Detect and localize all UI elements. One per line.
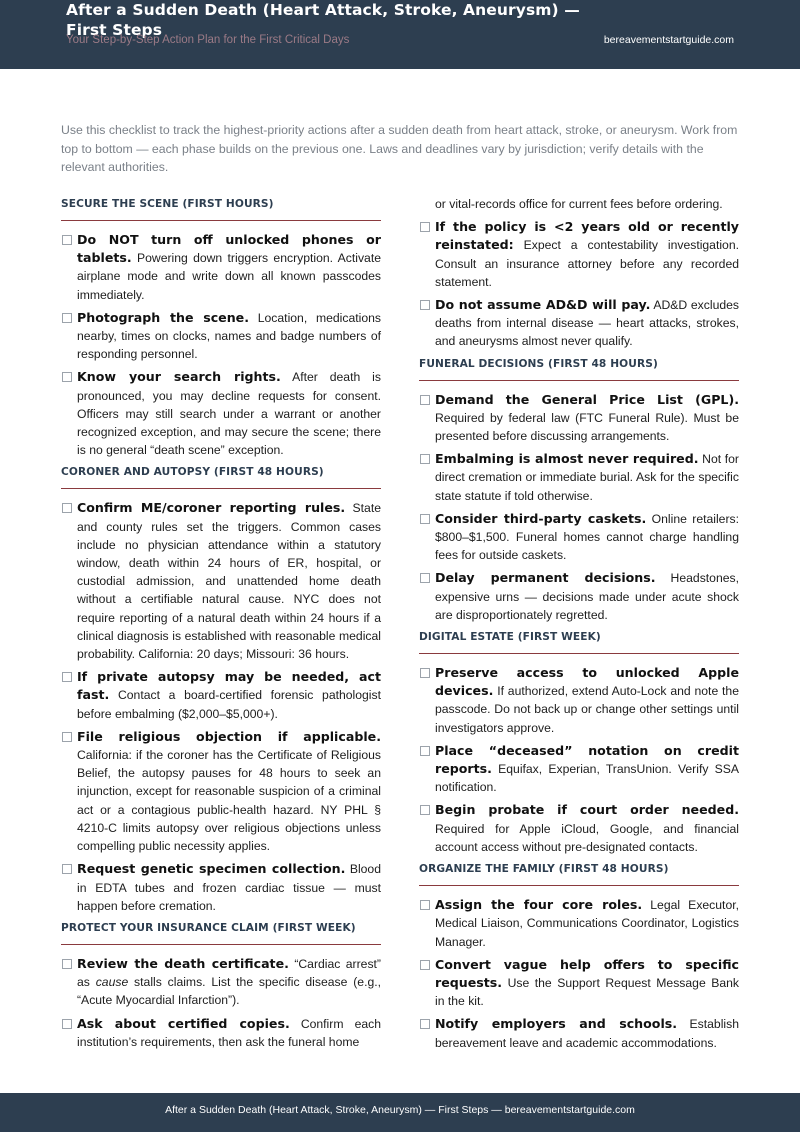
section-secure-scene bbox=[61, 196, 381, 459]
page-footer: After a Sudden Death (Heart Attack, Stroke, Aneurysm) — First Steps — bereavementstartguide.com bbox=[0, 1093, 800, 1132]
checklist-item bbox=[419, 896, 739, 951]
item-lead: Place “deceased” notation on credit reports. bbox=[435, 742, 739, 777]
checkbox[interactable] bbox=[420, 300, 430, 310]
checkbox[interactable] bbox=[420, 573, 430, 583]
intro-paragraph: Use this checklist to track the highest-priority actions after a sudden death from heart attack, stroke, or aneurysm. Work from top to bottom — each phase builds on the previous one. Laws and deadlines vary by jurisdiction; verify details with the relevant authorities. bbox=[61, 123, 738, 175]
item-lead: If the policy is <2 years old or recently reinstated: bbox=[435, 219, 739, 253]
checklist-item bbox=[419, 218, 739, 291]
checklist-item bbox=[419, 1015, 739, 1051]
item-text: Powering down triggers encryption. Activate airplane mode and write down all known passcodes immediately. bbox=[77, 251, 381, 302]
section-insurance bbox=[61, 920, 381, 1051]
checkbox[interactable] bbox=[420, 960, 430, 970]
checklist-item bbox=[61, 860, 381, 915]
item-text: “Cardiac arrest” as bbox=[77, 956, 381, 990]
item-text: If authorized, extend Auto-Lock and note the passcode. Do not back up or change other settings until investigators approve. bbox=[435, 684, 739, 735]
checkbox[interactable] bbox=[62, 235, 72, 245]
checklist-item bbox=[419, 742, 739, 797]
checklist-item bbox=[419, 450, 739, 505]
checkbox[interactable] bbox=[62, 503, 72, 513]
checklist-item bbox=[61, 499, 381, 663]
item-lead: Convert vague help offers to specific requests. bbox=[435, 956, 739, 990]
right-column bbox=[419, 195, 739, 1057]
section-heading: SECURE THE SCENE (FIRST HOURS) bbox=[61, 196, 381, 221]
checklist-item bbox=[419, 510, 739, 565]
checklist-item bbox=[419, 664, 739, 737]
item-emphasis: cause bbox=[95, 975, 129, 990]
section-heading: DIGITAL ESTATE (FIRST WEEK) bbox=[419, 629, 739, 654]
checklist-item bbox=[61, 368, 381, 459]
item-text: State and county rules set the triggers. Common cases include no physician attendance within a statutory window, death within 24 hours of ER, hospital, or custodial admission, and unattended home death without a certifiable natural cause. NYC does not require reporting of a natural death within 24 hours if a clinical diagnosis is established with reasonable medical probability. California: 20 days; Missouri: 36 hours. bbox=[77, 501, 381, 662]
item-lead: Know your search rights. bbox=[77, 369, 281, 385]
item-lead: Confirm ME/coroner reporting rules. bbox=[77, 500, 346, 516]
checkbox[interactable] bbox=[420, 514, 430, 524]
checkbox[interactable] bbox=[420, 395, 430, 405]
item-lead: Notify employers and schools. bbox=[435, 1016, 678, 1032]
section-digital-estate bbox=[419, 629, 739, 856]
checklist-item bbox=[419, 569, 739, 624]
item-lead: Demand the General Price List (GPL). bbox=[435, 391, 739, 407]
item-lead: Review the death certificate. bbox=[77, 955, 289, 971]
site-url: bereavementstartguide.com bbox=[603, 34, 734, 46]
page-subtitle: Your Step-by-Step Action Plan for the First Critical Days bbox=[66, 34, 350, 46]
checklist-item bbox=[61, 955, 381, 1010]
item-text: Not for direct cremation or immediate burial. Ask for the specific state statute if told otherwise. bbox=[435, 452, 739, 503]
item-lead: Preserve access to unlocked Apple devices. bbox=[435, 665, 739, 699]
item-lead: Do NOT turn off unlocked phones or tablets. bbox=[77, 232, 381, 266]
item-lead: Embalming is almost never required. bbox=[435, 451, 699, 467]
item-text: Online retailers: $800–$1,500. Funeral homes cannot charge handling fees for outside caskets. bbox=[435, 511, 739, 563]
section-organize-family bbox=[419, 861, 739, 1052]
checkbox[interactable] bbox=[62, 372, 72, 382]
checkbox[interactable] bbox=[420, 746, 430, 756]
item-lead: Request genetic specimen collection. bbox=[77, 861, 346, 877]
page-title: After a Sudden Death (Heart Attack, Stroke, Aneurysm) — First Steps bbox=[66, 1, 580, 39]
checklist-item bbox=[61, 231, 381, 304]
item-text: Contact a board-certified forensic pathologist before embalming ($2,000–$5,000+). bbox=[77, 688, 381, 721]
checkbox[interactable] bbox=[62, 1019, 72, 1029]
checkbox[interactable] bbox=[420, 668, 430, 678]
checklist-item bbox=[419, 801, 739, 856]
checklist-item bbox=[61, 1015, 381, 1051]
item-text: AD&D excludes deaths from internal disease — heart attacks, strokes, and aneurysms almost never qualify. bbox=[435, 298, 739, 349]
section-coroner-autopsy bbox=[61, 464, 381, 914]
left-column bbox=[61, 196, 381, 1056]
item-text: Location, medications nearby, times on clocks, names and badge numbers of responding personnel. bbox=[77, 310, 381, 362]
checklist-item bbox=[61, 728, 381, 855]
item-text: Legal Executor, Medical Liaison, Communications Coordinator, Logistics Manager. bbox=[435, 898, 739, 949]
item-text: California: if the coroner has the Certificate of Religious Belief, the autopsy pauses for 48 hours to seek an injunction, except for reasonable suspicion of a criminal act or a contagious public-health hazard. NY PHL § 4210-C limits autopsy over religious objections unless compelling public necessity applies. bbox=[77, 748, 381, 854]
checklist-item bbox=[61, 309, 381, 364]
item-text: Blood in EDTA tubes and frozen cardiac tissue — must happen before cremation. bbox=[77, 862, 381, 913]
section-heading: CORONER AND AUTOPSY (FIRST 48 HOURS) bbox=[61, 464, 381, 489]
checkbox[interactable] bbox=[420, 900, 430, 910]
section-heading: PROTECT YOUR INSURANCE CLAIM (FIRST WEEK) bbox=[61, 920, 381, 945]
item-lead: Delay permanent decisions. bbox=[435, 570, 656, 586]
item-continuation: or vital-records office for current fees before ordering. bbox=[435, 197, 723, 211]
section-heading: ORGANIZE THE FAMILY (FIRST 48 HOURS) bbox=[419, 861, 739, 886]
checkbox[interactable] bbox=[62, 732, 72, 742]
section-heading: FUNERAL DECISIONS (FIRST 48 HOURS) bbox=[419, 356, 739, 381]
checklist-item bbox=[419, 296, 739, 351]
item-text: After death is pronounced, you may decline requests for consent. Officers may still search under a warrant or another recognized exception, and may secure the scene; there is no general “death scene” exception. bbox=[77, 370, 381, 458]
item-text: Required by federal law (FTC Funeral Rule). Must be presented before discussing arrangements. bbox=[435, 410, 739, 444]
item-lead: If private autopsy may be needed, act fast. bbox=[77, 669, 381, 703]
section-funeral bbox=[419, 356, 739, 624]
checkbox[interactable] bbox=[62, 864, 72, 874]
item-lead: Photograph the scene. bbox=[77, 309, 250, 325]
item-lead: File religious objection if applicable. bbox=[77, 728, 381, 744]
checklist-item bbox=[419, 391, 739, 446]
checkbox[interactable] bbox=[420, 222, 430, 232]
checklist-item bbox=[61, 668, 381, 723]
item-lead: Ask about certified copies. bbox=[77, 1015, 290, 1031]
checklist-item bbox=[419, 956, 739, 1011]
item-text: Expect a contestability investigation. Consult an insurance attorney before any recorded statement. bbox=[435, 238, 739, 289]
checkbox[interactable] bbox=[62, 313, 72, 323]
item-lead: Consider third-party caskets. bbox=[435, 510, 647, 526]
checkbox[interactable] bbox=[420, 1019, 430, 1029]
item-text: Headstones, expensive urns — decisions made under acute shock are disproportionately regretted. bbox=[435, 571, 739, 622]
checkbox[interactable] bbox=[62, 672, 72, 682]
item-text: Required for Apple iCloud, Google, and financial account access without pre-designated contacts. bbox=[435, 821, 739, 854]
page-header bbox=[0, 0, 800, 69]
checkbox[interactable] bbox=[420, 805, 430, 815]
item-lead: Assign the four core roles. bbox=[435, 897, 643, 913]
item-text: stalls claims. List the specific disease (e.g., “Acute Myocardial Infarction”). bbox=[77, 975, 381, 1008]
item-lead: Begin probate if court order needed. bbox=[435, 802, 739, 818]
item-text: Equifax, Experian, TransUnion. Verify SSA notification. bbox=[435, 762, 739, 795]
checkbox[interactable] bbox=[420, 454, 430, 464]
item-lead: Do not assume AD&D will pay. bbox=[435, 297, 651, 313]
item-text: Establish bereavement leave and academic accommodations. bbox=[435, 1017, 739, 1050]
item-text: Confirm each institution’s requirements, then ask the funeral home bbox=[77, 1016, 381, 1049]
item-text: Use the Support Request Message Bank in the kit. bbox=[435, 975, 739, 1009]
checkbox[interactable] bbox=[62, 959, 72, 969]
